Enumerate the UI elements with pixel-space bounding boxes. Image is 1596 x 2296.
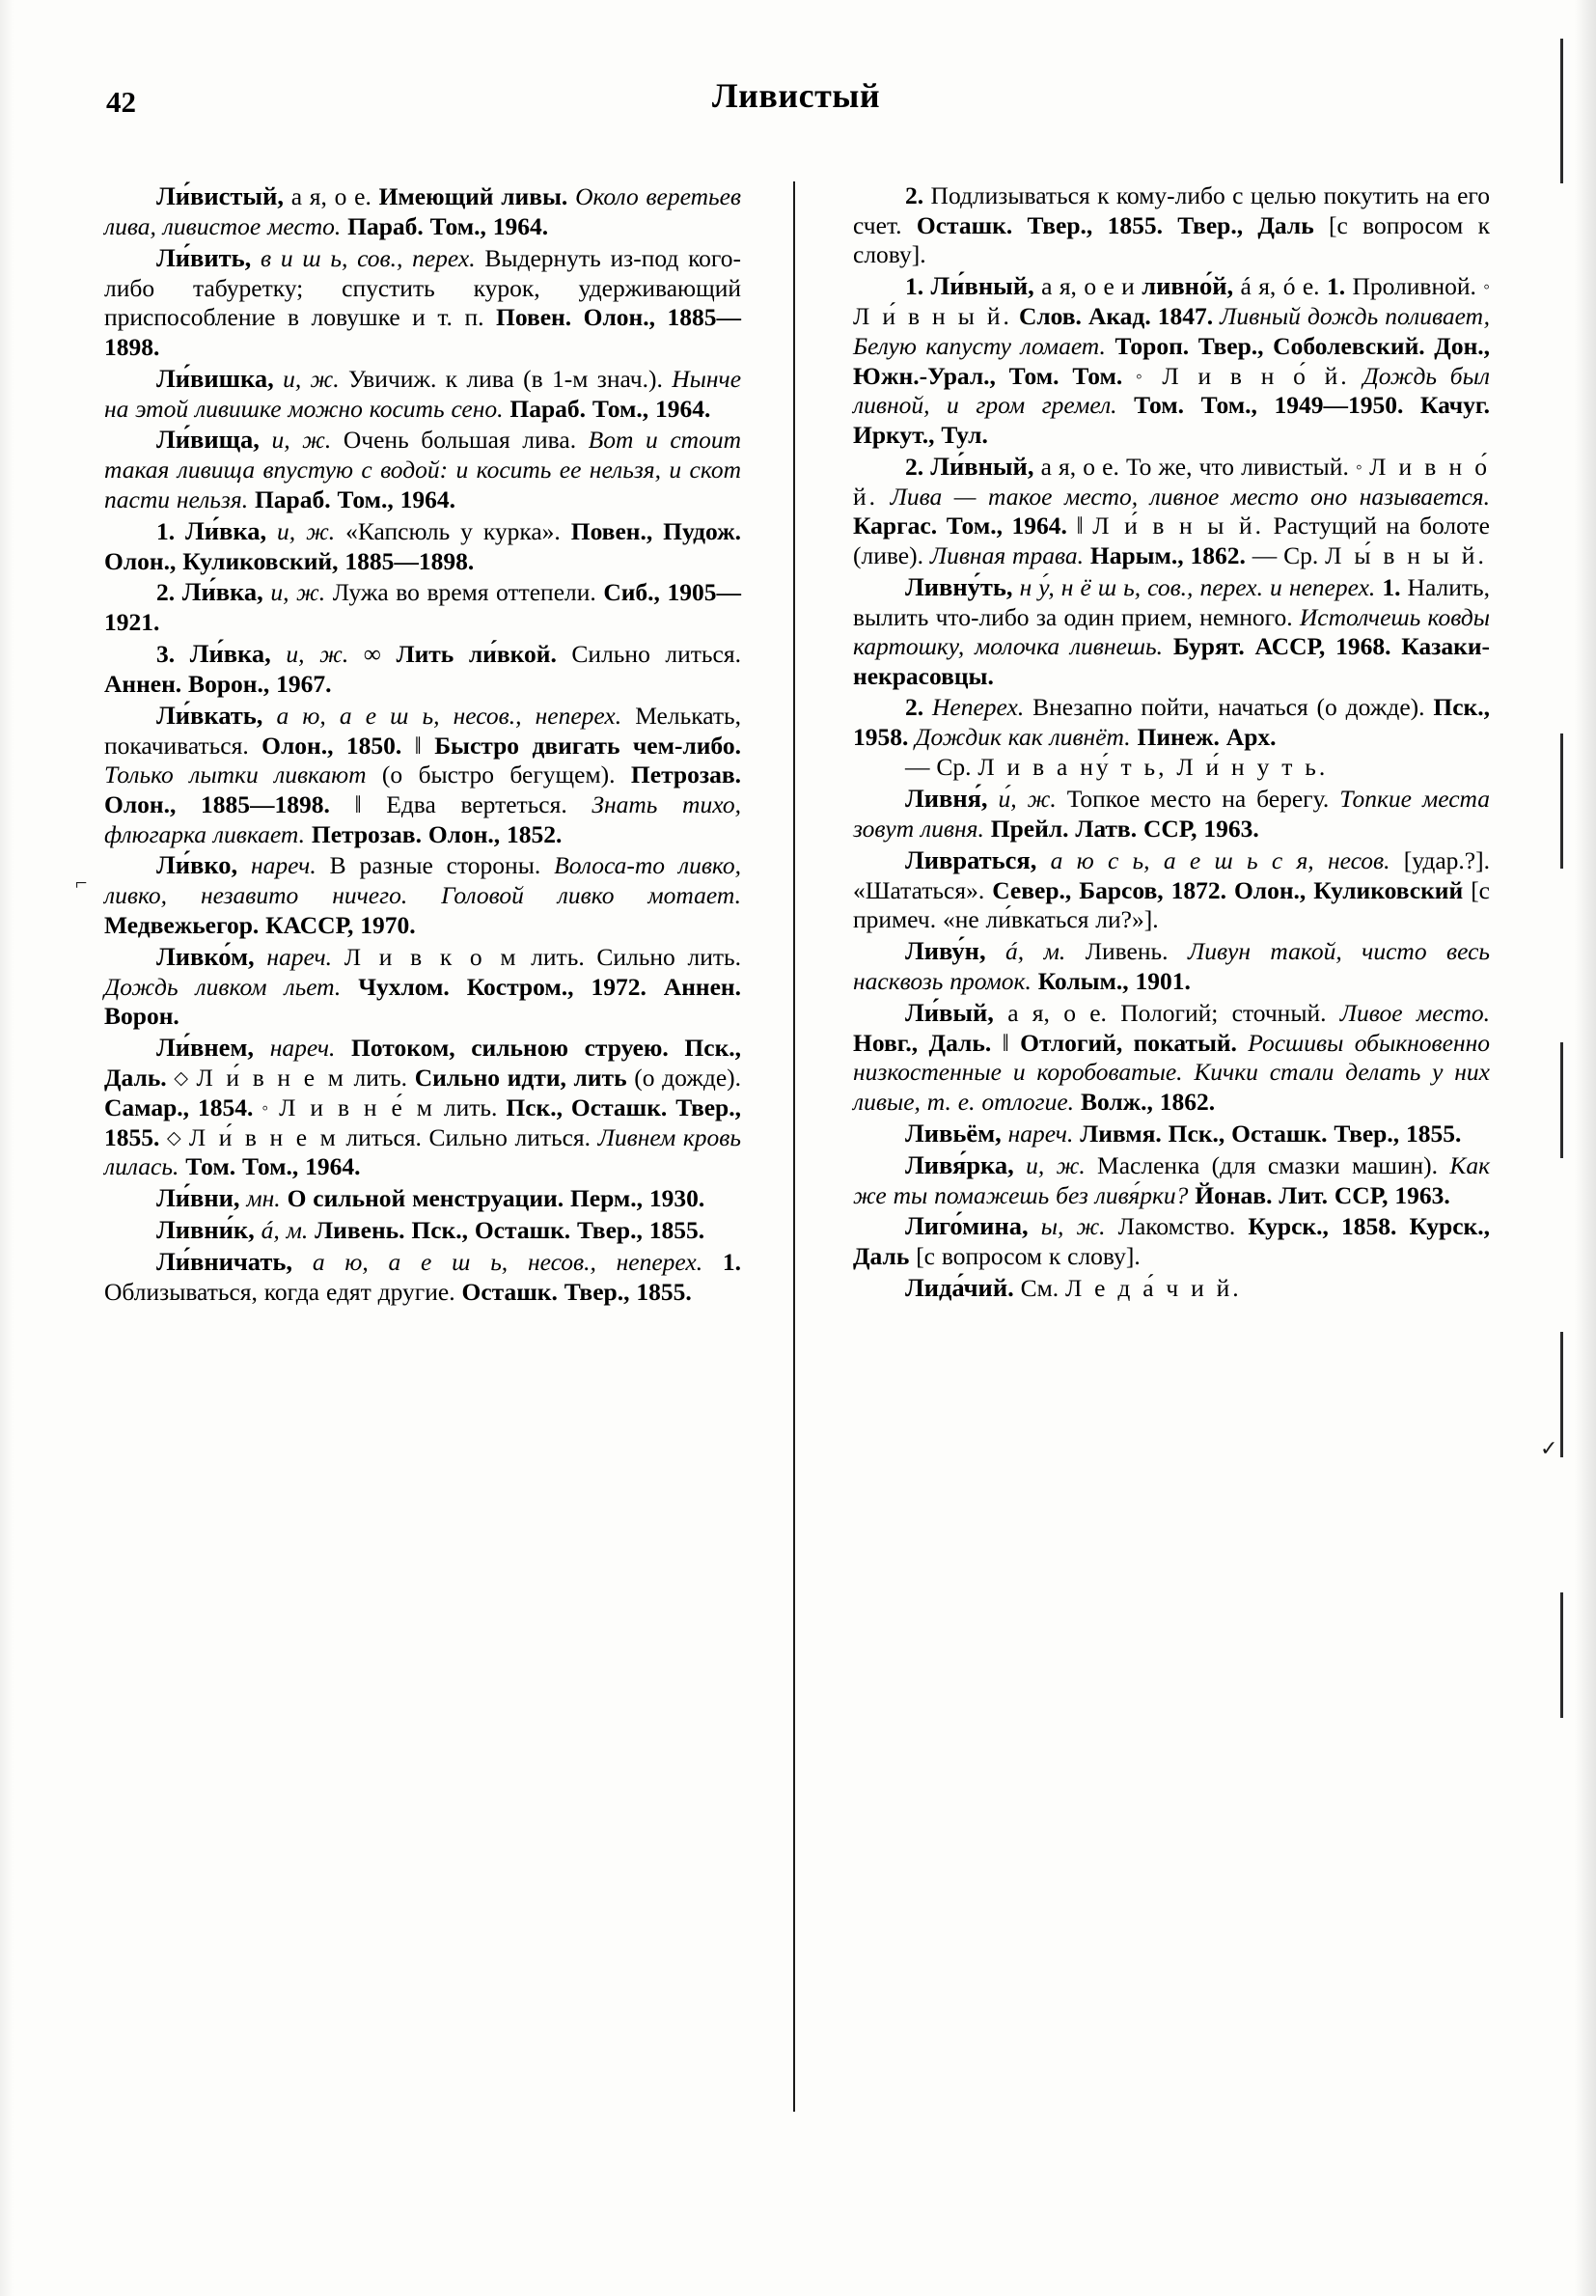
dictionary-entry: Ли́вить, в и ш ь, сов., перех. Выдернуть из-под кого-либо табуретку; спустить курок, удерживающий приспособление в ловушке и т. п. Повен. Олон., 1885—1898. [104,242,741,361]
dictionary-entry: 2. Ли́вный, а я, о е. То же, что ливистый. ◦ Л и в н о́ й. Лива — такое место, ливное место оно называется. Каргас. Том., 1964. ‖ Л и́ в н ы й. Растущий на болоте (ливе). Ливная трава. Нарым., 1862. — Ср. Л ы́ в н ы й. [853,451,1490,570]
dictionary-entry: Ли́вистый, а я, о е. Имеющий ливы. Около веретьев лива, ливистое место. Параб. Том., 1964. [104,181,742,240]
dictionary-entry: Лиго́мина, ы, ж. Лакомство. Курск., 1858. Курск., Даль [с вопросом к слову]. [853,1211,1490,1271]
column-left [104,181,741,1308]
dictionary-entry: 3. Ли́вка, и, ж. ∞ Лить ли́вкой. Сильно литься. Аннен. Ворон., 1967. [104,639,741,698]
running-head: Ливистый [711,76,881,115]
page-header [106,75,1486,133]
margin-mark-right: ✓ [1540,1436,1558,1460]
page-number: 42 [106,85,136,119]
dictionary-entry: Ли́вкать, а ю, а е ш ь, несов., неперех. Мелькать, покачиваться. Олон., 1850. ‖ Быстро двигать чем-либо. Только лытки ливкают (о быстро бегущем). Петрозав. Олон., 1885—1898. ‖ Едва вертеться. Знать тихо, флюгарка ливкает. Петрозав. Олон., 1852. [104,700,742,848]
binding-mark-1 [1560,39,1563,183]
dictionary-entry: — Ср. Л и в а ну́ т ь, Л и́ н у т ь. [905,753,1329,782]
scan-edge-left [0,0,14,2296]
dictionary-entry: Лида́чий. См. Л е д а́ ч и й. [905,1272,1242,1302]
binding-mark-4 [1560,1332,1563,1457]
dictionary-entry: Ли́вни, мн. О сильной менструации. Перм., 1930. [156,1182,705,1212]
dictionary-entry: Ливни́к, á, м. Ливень. Пск., Осташк. Твер., 1855. [156,1214,705,1244]
dictionary-entry: Ли́внем, нареч. Потоком, сильною струею. Пск., Даль. ◇ Л и́ в н е м лить. Сильно идти, лить (о дожде). Самар., 1854. ◦ Л и в н е́ м лить. Пск., Осташк. Твер., 1855. ◇ Л и́ в н е м литься. Сильно литься. Ливнем кровь лилась. Том. Том., 1964. [104,1033,742,1181]
binding-mark-3 [1560,1042,1563,1158]
dictionary-entry: 2. Ли́вка, и, ж. Лужа во время оттепели. Сиб., 1905—1921. [104,577,742,637]
dictionary-entry: Ли́вища, и, ж. Очень большая лива. Вот и стоит такая ливища впустую с водой: и косить ее нельзя, и скот пасти нельзя. Параб. Том., 1964. [104,425,741,513]
dictionary-entry: Ливня́, и́, ж. Топкое место на берегу. Топкие места зовут ливня. Прейл. Латв. ССР, 1963. [853,783,1490,843]
dictionary-entry: 1. Ли́вный, а я, о е и ливно́й, á я, ó е. 1. Проливной. ◦ Л и́ в н ы й. Слов. Акад. 1847. Ливный дождь поливает, Белую капусту ломает. Тороп. Твер., Соболевский. Дон., Южн.-Урал., Том. Том. ◦ Л и в н о́ й. Дождь был ливной, и гром гремел. Том. Том., 1949—1950. Качуг. Иркут., Тул. [853,271,1491,449]
dictionary-entry: Ливьём, нареч. Ливмя. Пск., Осташк. Твер., 1855. [905,1118,1462,1148]
dictionary-entry: Ли́вый, а я, о е. Пологий; сточный. Ливое место. Новг., Даль. ‖ Отлогий, покатый. Росшивы обыкновенно низкостенные и коробоватые. Кички стали делать у них ливые, т. е. отлогие. Волж., 1862. [853,997,1490,1116]
dictionary-entry: Ли́вко, нареч. В разные стороны. Волоса-то ливко, ливко, незавито ничего. Головой ливко мотает. Медвежьегор. КАССР, 1970. [104,850,741,940]
dictionary-entry: 2. Неперех. Внезапно пойти, начаться (о дожде). Пск., 1958. Дождик как ливнёт. Пинеж. Арх. [853,692,1490,751]
dictionary-entry: Ливну́ть, н у́, н ё ш ь, сов., перех. и неперех. 1. Налить, вылить что-либо за один прием, немного. Истолчешь ковды картошку, молочка ливнешь. Бурят. АССР, 1968. Казаки-некрасовцы. [853,571,1491,691]
column-right [853,181,1490,1305]
dictionary-entry: Ливя́рка, и, ж. Масленка (для смазки машин). Как же ты помажешь без ливя́рки? Йонав. Лит. ССР, 1963. [853,1149,1491,1209]
dictionary-entry: Ливко́м, нареч. Л и в к о м лить. Сильно лить. Дождь ливком льет. Чухлом. Костром., 1972. Аннен. Ворон. [104,941,742,1031]
binding-mark-5 [1560,1592,1563,1718]
dictionary-entry: Ливраться, а ю с ь, а е ш ь с я, несов. [удар.?]. «Шататься». Север., Барсов, 1872. Олон., Куликовский [с примеч. «не ли́вкаться ли?»]. [853,844,1490,934]
column-divider [793,181,795,2112]
dictionary-entry: Ли́вишка, и, ж. Увичиж. к лива (в 1-м знач.). Нынче на этой ливишке можно косить сено. Параб. Том., 1964. [104,363,742,423]
dictionary-entry: 2. Подлизываться к кому-либо с целью покутить на его счет. Осташк. Твер., 1855. Твер., Даль [с вопросом к слову]. [853,181,1490,269]
dictionary-entry: Ливу́н, á, м. Ливень. Ливун такой, чисто весь насквозь промок. Колым., 1901. [853,935,1490,995]
dictionary-entry: Ли́вничать, а ю, а е ш ь, несов., неперех. 1. Облизываться, когда едят другие. Осташк. Твер., 1855. [104,1246,742,1306]
binding-mark-2 [1560,733,1563,869]
dictionary-entry: 1. Ли́вка, и, ж. «Капсюль у курка». Повен., Пудож. Олон., Куликовский, 1885—1898. [104,515,741,575]
margin-mark-left: ⌐ [75,871,88,895]
scan-edge-right [1575,0,1596,2296]
